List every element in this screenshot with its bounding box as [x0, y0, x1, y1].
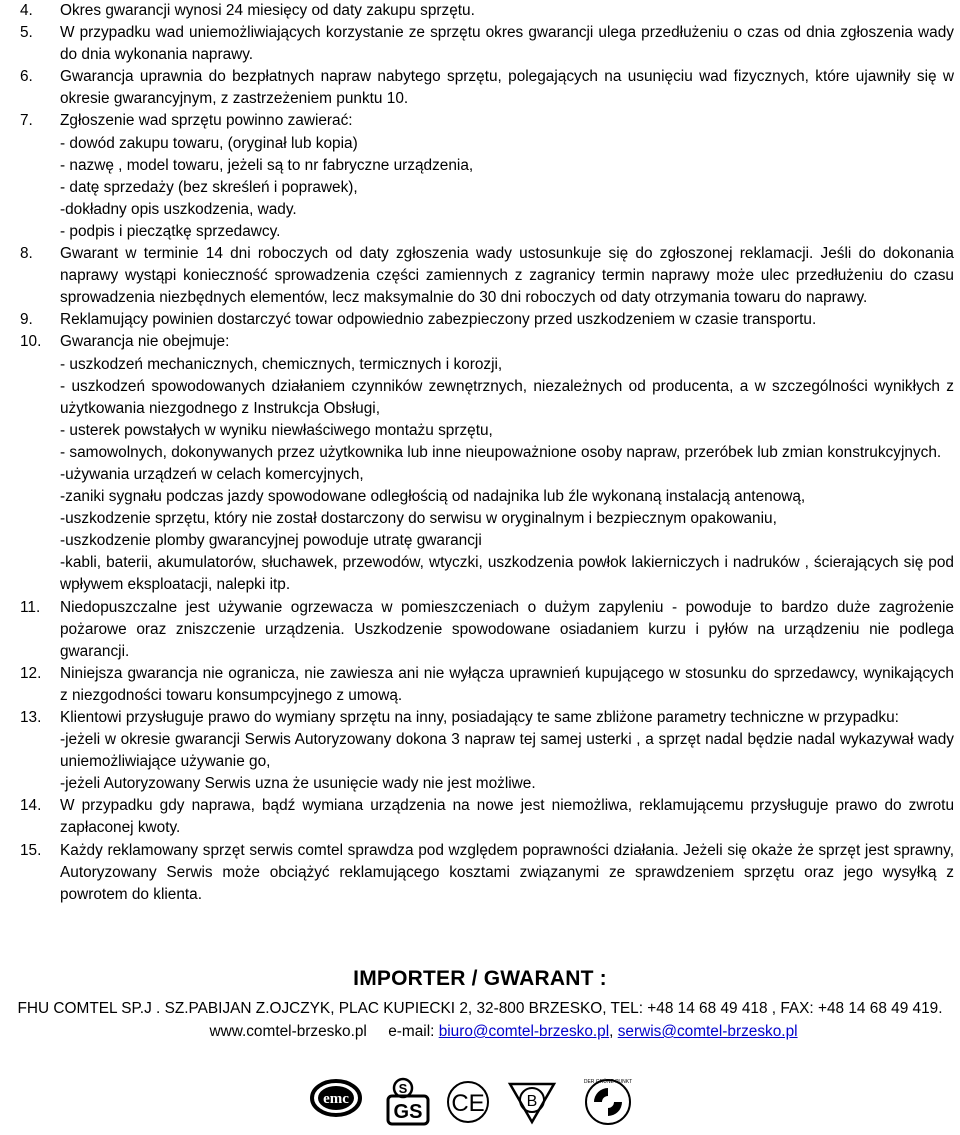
- item-body: [60, 22, 954, 66]
- item-body: [60, 597, 954, 663]
- item-number: 4.: [20, 2, 33, 19]
- item-number: 5.: [20, 24, 33, 42]
- item-number: 8.: [20, 245, 33, 263]
- list-item: [20, 66, 954, 110]
- importer-contact: [0, 997, 960, 1043]
- list-item: [20, 0, 954, 22]
- gruene-punkt-logo: [584, 1078, 632, 1124]
- item-body: [60, 309, 954, 331]
- b-mark: [510, 1084, 554, 1122]
- item-text: -uszkodzenie sprzętu, który nie został dostarczony do serwisu w oryginalnym i bezpiecznym opakowaniu,: [60, 510, 777, 528]
- email-label: e-mail:: [388, 1023, 435, 1040]
- item-text: Gwarancja uprawnia do bezpłatnych napraw nabytego sprzętu, polegających na usunięciu wad fizycznych, które ujawniły się w okresie gwarancyjnym, z zastrzeżeniem punktu 10.: [60, 68, 954, 108]
- list-item: [20, 22, 954, 66]
- svg-text:S: S: [398, 1081, 408, 1096]
- item-text: -jeżeli w okresie gwarancji Serwis Autoryzowany dokona 3 napraw tej samej usterki , a sprzęt nadal będzie nadal wykazywał wady uniemożliwiające używanie go,: [60, 731, 954, 771]
- item-body: [60, 707, 954, 795]
- item-body: [60, 110, 954, 243]
- item-number: 11.: [20, 598, 41, 616]
- emc-logo: [312, 1081, 360, 1115]
- item-text: - dowód zakupu towaru, (oryginał lub kopia): [60, 134, 358, 152]
- svg-text:emc: emc: [323, 1091, 349, 1107]
- item-text: Gwarancja nie obejmuje:: [60, 333, 230, 351]
- item-body: [60, 0, 954, 22]
- item-body: [60, 795, 954, 839]
- warranty-terms-list: [20, 0, 954, 906]
- email-separator: ,: [609, 1023, 614, 1040]
- list-item: [20, 663, 954, 707]
- item-text: - samowolnych, dokonywanych przez użytkownika lub inne nieupoważnione osoby napraw, przeróbek lub zmian konstrukcyjnych.: [60, 443, 942, 461]
- item-body: [60, 66, 954, 110]
- svg-text:DER GRÜNE PUNKT: DER GRÜNE PUNKT: [583, 1079, 633, 1085]
- item-text: Niedopuszczalne jest używanie ogrzewacza w pomieszczeniach o dużym zapyleniu - powoduje to bardzo duże zagrożenie pożarowe oraz zniszczenie urządzenia. Uszkodzenie spowodowane osiadaniem kurzu i pyłów na urządzeniu nie podlega gwarancji.: [60, 598, 954, 660]
- certification-logos-svg: [310, 1074, 650, 1128]
- item-text: - uszkodzeń spowodowanych działaniem czynników zewnętrznych, niezależnych od producenta, a w szczególności wynikłych z użytkowania niezgodnego z Instrukcja Obsługi,: [60, 377, 954, 417]
- svg-text:GS: GS: [393, 1101, 423, 1123]
- email-link-serwis[interactable]: serwis@comtel-brzesko.pl: [617, 1023, 798, 1040]
- item-text: W przypadku wad uniemożliwiających korzystanie ze sprzętu okres gwarancji ulega przedłużeniu o czas od dnia zgłoszenia wady do dnia wykonania naprawy.: [60, 24, 954, 64]
- item-text: - datę sprzedaży (bez skreśleń i poprawek),: [60, 178, 358, 196]
- list-item: [20, 795, 954, 839]
- item-text: - nazwę , model towaru, jeżeli są to nr fabryczne urządzenia,: [60, 156, 474, 174]
- company-address: FHU COMTEL SP.J . SZ.PABIJAN Z.OJCZYK, PLAC KUPIECKI 2, 32-800 BRZESKO, TEL: +48 14 68 49 418 , FAX: +48 14 68 49 419.: [17, 1000, 943, 1017]
- importer-title: IMPORTER / GWARANT :: [353, 967, 607, 990]
- item-body: [60, 840, 954, 906]
- list-item: [20, 707, 954, 795]
- item-text: -zaniki sygnału podczas jazdy spowodowane odległością od nadajnika lub źle wykonaną instalacją antenową,: [60, 488, 806, 506]
- list-item: [20, 243, 954, 309]
- list-item: [20, 597, 954, 663]
- certification-logos: [310, 1074, 650, 1128]
- website-text: www.comtel-brzesko.pl: [209, 1023, 367, 1040]
- item-text: Klientowi przysługuje prawo do wymiany sprzętu na inny, posiadający te same zbliżone parametry techniczne w przypadku:: [60, 709, 899, 726]
- item-text: -używania urządzeń w celach komercyjnych,: [60, 465, 364, 483]
- item-number: 14.: [20, 797, 42, 815]
- item-text: Niniejsza gwarancja nie ogranicza, nie zawiesza ani nie wyłącza uprawnień kupującego w stosunku do sprzedawcy, wynikających z niezgodności towaru konsumpcyjnego z umową.: [60, 664, 954, 704]
- item-text: Każdy reklamowany sprzęt serwis comtel sprawdza pod względem poprawności działania. Jeżeli się okaże że sprzęt jest sprawny, Autoryzowany Serwis może obciążyć reklamującego kosztami związanymi ze sprawdzeniem sprzętu oraz jego wysyłką z powrotem do klienta.: [60, 841, 954, 903]
- ce-mark: [448, 1082, 488, 1122]
- item-number: 13.: [20, 709, 42, 726]
- item-number: 6.: [20, 68, 33, 86]
- item-number: 10.: [20, 333, 42, 351]
- list-item: [20, 110, 954, 243]
- list-item: [20, 840, 954, 906]
- item-text: - podpis i pieczątkę sprzedawcy.: [60, 222, 281, 240]
- list-item: [20, 331, 954, 596]
- item-body: [60, 331, 954, 596]
- item-text: -kabli, baterii, akumulatorów, słuchawek, przewodów, wtyczki, uszkodzenia powłok lakierniczych i nadruków , ścierających się pod wpływem eksploatacji, nalepki itp.: [60, 554, 954, 594]
- item-text: Reklamujący powinien dostarczyć towar odpowiednio zabezpieczony przed uszkodzeniem w czasie transportu.: [60, 311, 817, 329]
- item-text: -jeżeli Autoryzowany Serwis uzna że usunięcie wady nie jest możliwe.: [60, 775, 536, 793]
- item-body: [60, 243, 954, 309]
- svg-text:CE: CE: [451, 1090, 485, 1117]
- gs-mark: [388, 1079, 428, 1124]
- item-text: -uszkodzenie plomby gwarancyjnej powoduje utratę gwarancji: [60, 532, 482, 550]
- item-text: -dokładny opis uszkodzenia, wady.: [60, 200, 297, 218]
- item-number: 7.: [20, 112, 33, 130]
- item-number: 12.: [20, 664, 42, 682]
- item-text: Gwarant w terminie 14 dni roboczych od daty zgłoszenia wady ustosunkuje się do zgłoszonej reklamacji. Jeśli do dokonania naprawy wystąpi konieczność sprowadzenia części zamiennych z zagranicy termin naprawy może ulec przedłużeniu do czasu sprowadzenia niezbędnych elementów, lecz maksymalnie do 30 dni roboczych od daty otrzymania towaru do naprawy.: [60, 245, 954, 307]
- email-link-biuro[interactable]: biuro@comtel-brzesko.pl: [438, 1023, 610, 1040]
- item-body: [60, 663, 954, 707]
- svg-text:B: B: [526, 1093, 538, 1110]
- item-number: 9.: [20, 311, 33, 329]
- item-text: Okres gwarancji wynosi 24 miesięcy od daty zakupu sprzętu.: [60, 2, 475, 19]
- item-text: - uszkodzeń mechanicznych, chemicznych, termicznych i korozji,: [60, 355, 503, 373]
- item-text: W przypadku gdy naprawa, bądź wymiana urządzenia na nowe jest niemożliwa, reklamującemu przysługuje prawo do zwrotu zapłaconej kwoty.: [60, 797, 954, 837]
- item-text: Zgłoszenie wad sprzętu powinno zawierać:: [60, 112, 353, 130]
- item-number: 15.: [20, 841, 42, 859]
- list-item: [20, 309, 954, 331]
- item-text: - usterek powstałych w wyniku niewłaściwego montażu sprzętu,: [60, 421, 493, 439]
